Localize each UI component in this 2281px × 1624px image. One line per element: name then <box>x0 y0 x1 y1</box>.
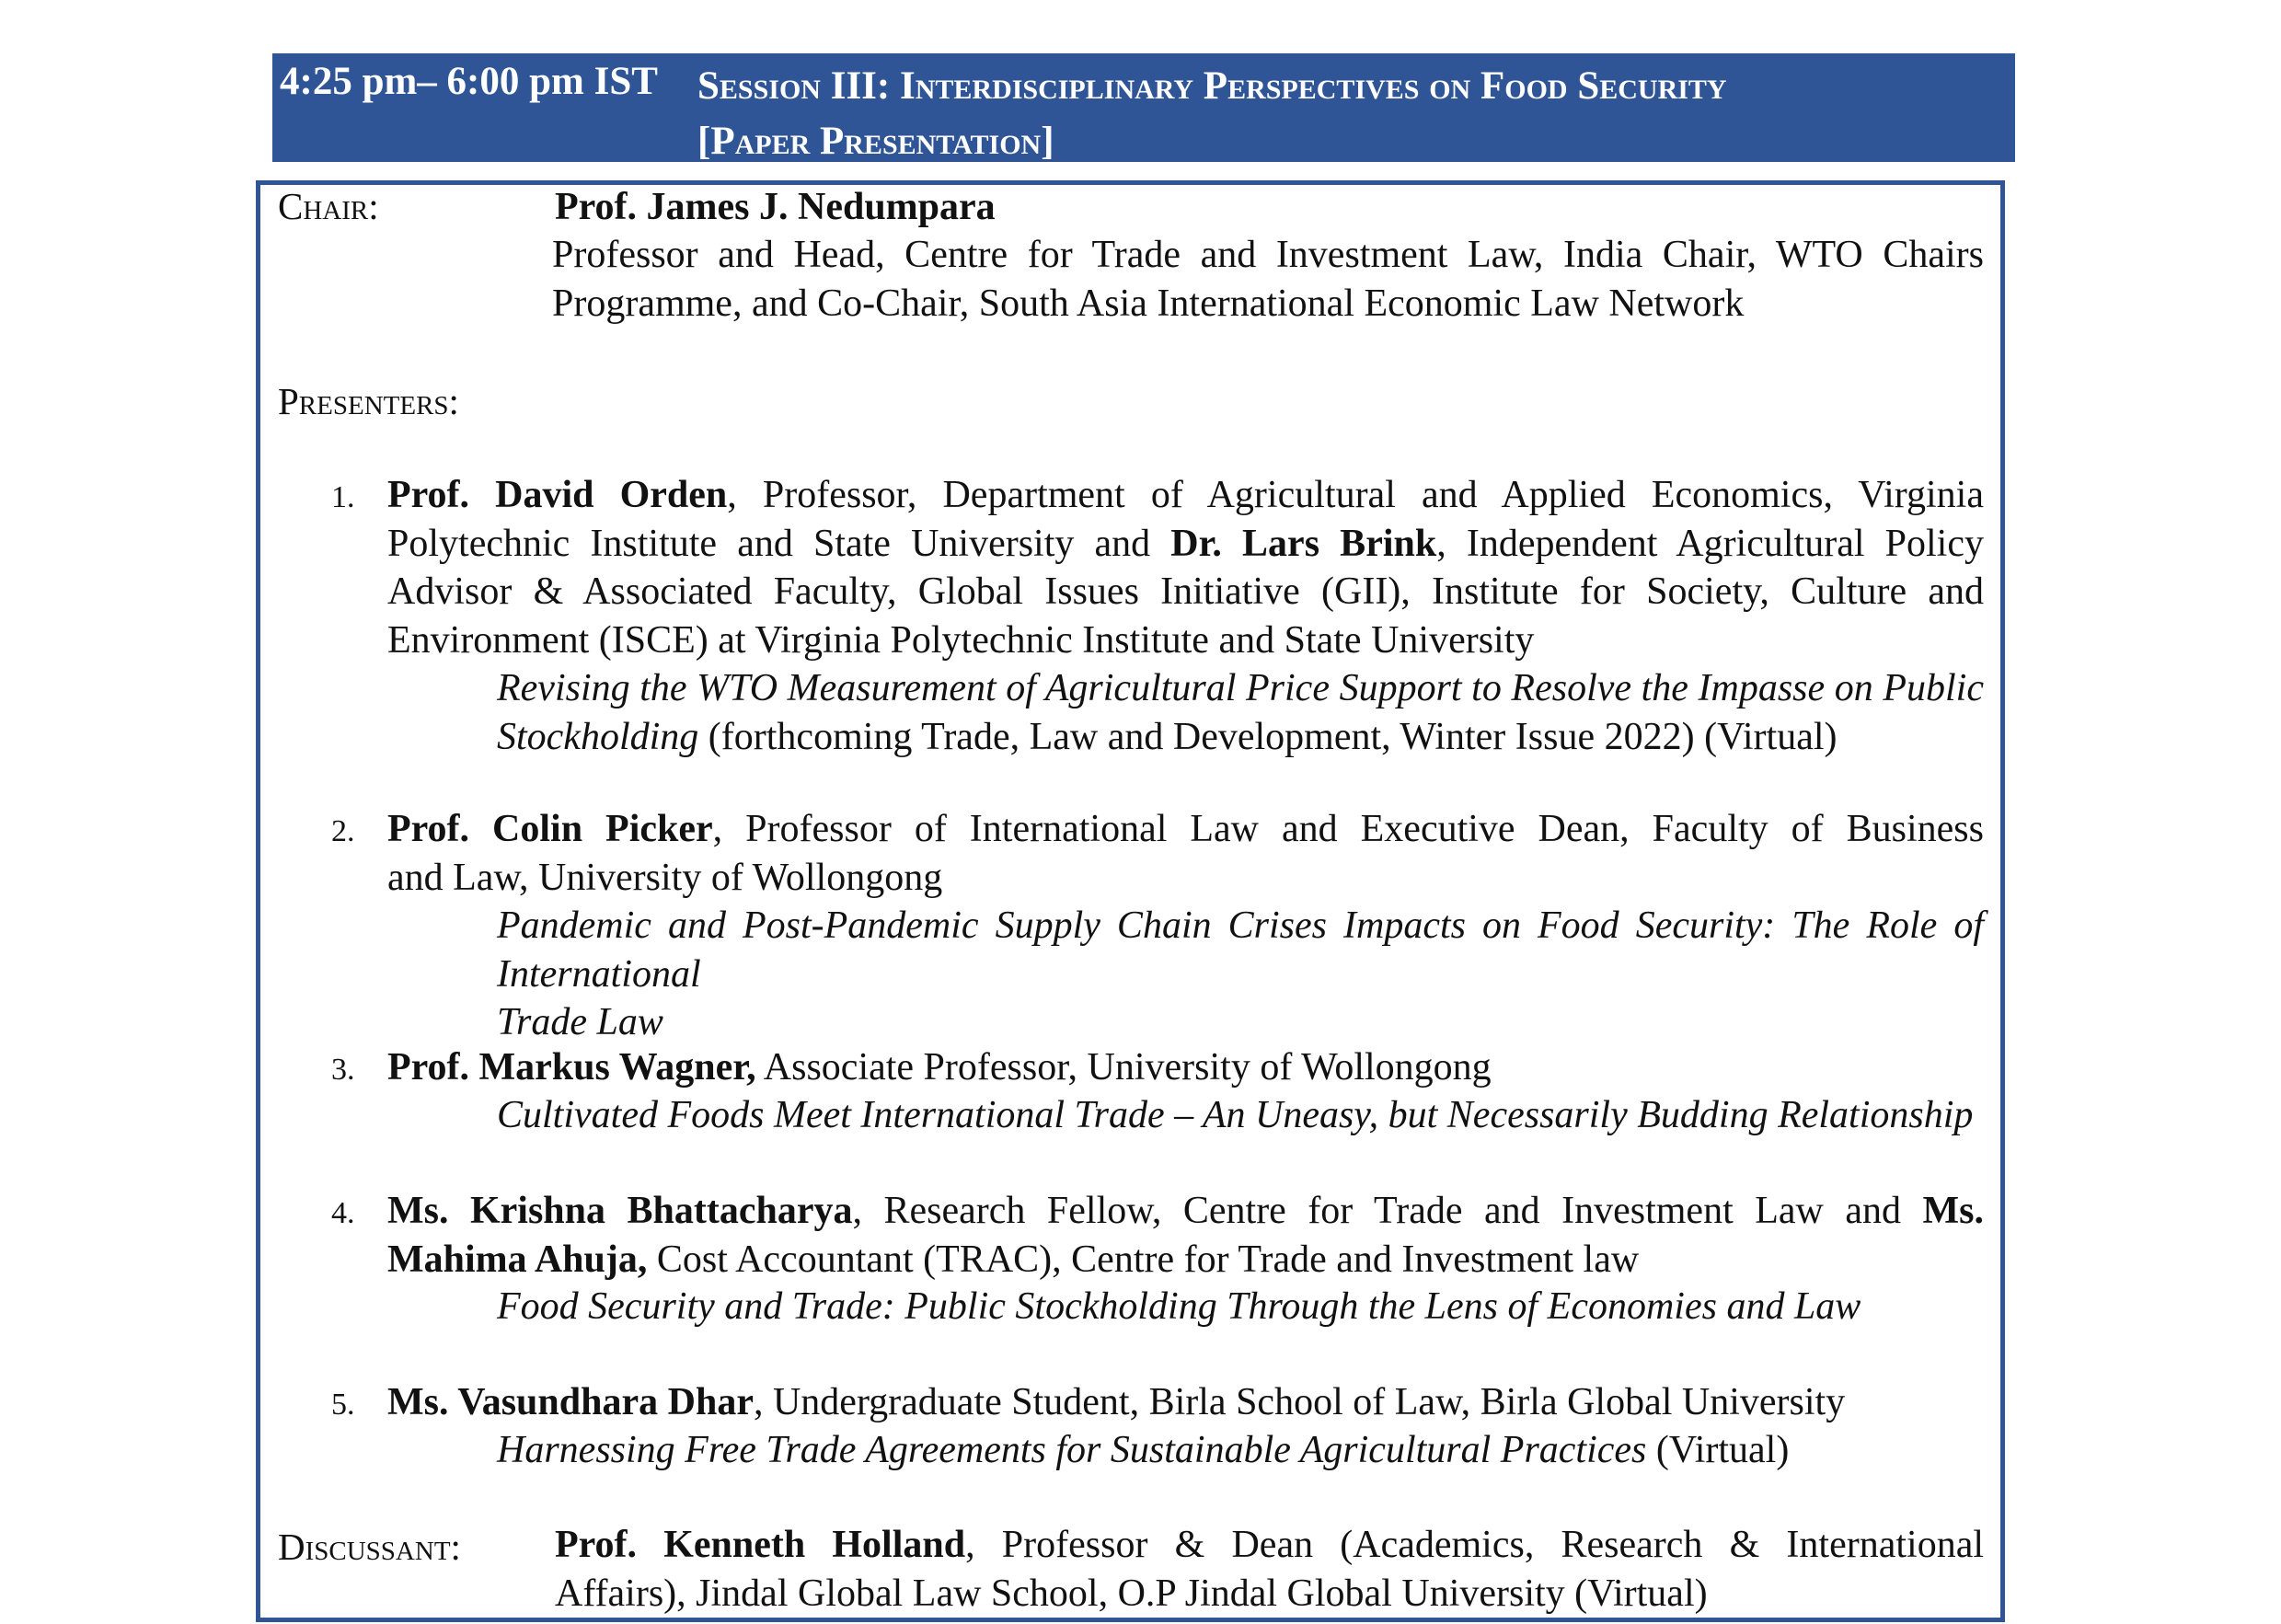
presenter-number: 1. <box>331 480 355 514</box>
presenter-5-affiliation: Ms. Vasundhara Dhar, Undergraduate Student, Birla School of Law, Birla Global University <box>387 1381 1846 1423</box>
chair-label: Chair: <box>278 185 379 227</box>
presenter-3-affiliation: Prof. Markus Wagner, Associate Professor, University of Wollongong <box>387 1046 1492 1088</box>
presenter-5-paper: Harnessing Free Trade Agreements for Sustainable Agricultural Practices (Virtual) <box>497 1429 1790 1471</box>
chair-affiliation-2: Programme, and Co-Chair, South Asia International Economic Law Network <box>552 282 1745 325</box>
presenter-number: 5. <box>331 1388 355 1422</box>
discussant-affiliation: Prof. Kenneth Holland, Professor & Dean (Academics, Research & International Affairs), Jindal Global Law School, O.P Jindal Global University (Virtual) <box>555 1524 1985 1615</box>
presenter-number: 4. <box>331 1196 355 1230</box>
discussant-label: Discussant: <box>278 1526 461 1568</box>
presenter-2-paper: Pandemic and Post-Pandemic Supply Chain Crises Impacts on Food Security: The Role of International Trade Law <box>497 904 1984 1043</box>
presenter-2-affiliation: Prof. Colin Picker, Professor of International Law and Executive Dean, Faculty of Business and Law, University of Wollongong <box>387 808 1984 899</box>
presenter-1-paper: Revising the WTO Measurement of Agricultural Price Support to Resolve the Impasse on Public Stockholding (forthcoming Trade, Law and Development, Winter Issue 2022) (Virtual) <box>497 667 1984 758</box>
presenters-label: Presenters: <box>278 380 459 422</box>
presenter-4-paper: Food Security and Trade: Public Stockholding Through the Lens of Economies and Law <box>497 1285 1861 1328</box>
presenter-3-paper: Cultivated Foods Meet International Trade – An Uneasy, but Necessarily Budding Relationship <box>497 1094 1974 1136</box>
presenter-number: 2. <box>331 814 355 848</box>
presenter-4-affiliation: Ms. Krishna Bhattacharya, Research Fellow, Centre for Trade and Investment Law and Ms. Mahima Ahuja, Cost Accountant (TRAC), Centre for Trade and Investment law <box>387 1190 1985 1281</box>
session-title-line1: Session III: Interdisciplinary Perspectives on Food Security <box>697 64 1727 108</box>
chair-name: Prof. James J. Nedumpara <box>555 186 996 228</box>
session-time: 4:25 pm– 6:00 pm IST <box>280 60 658 103</box>
presenter-number: 3. <box>331 1053 355 1087</box>
chair-affiliation: Professor and Head, Centre for Trade and Investment Law, India Chair, WTO Chairs <box>552 234 1984 276</box>
session-banner <box>272 53 2015 162</box>
session-title-line2: [Paper Presentation] <box>697 120 1054 163</box>
presenter-1-affiliation: Prof. David Orden, Professor, Department of Agricultural and Applied Economics, Virginia Polytechnic Institute and State University and Dr. Lars Brink, Independent Agricultural Policy Advisor & Associated Faculty, Global Issues Initiative (GII), Institute for Society, Culture and Environment (ISCE) at Virginia Polytechnic Institute and State University <box>387 474 1984 662</box>
session-title <box>697 59 1727 169</box>
